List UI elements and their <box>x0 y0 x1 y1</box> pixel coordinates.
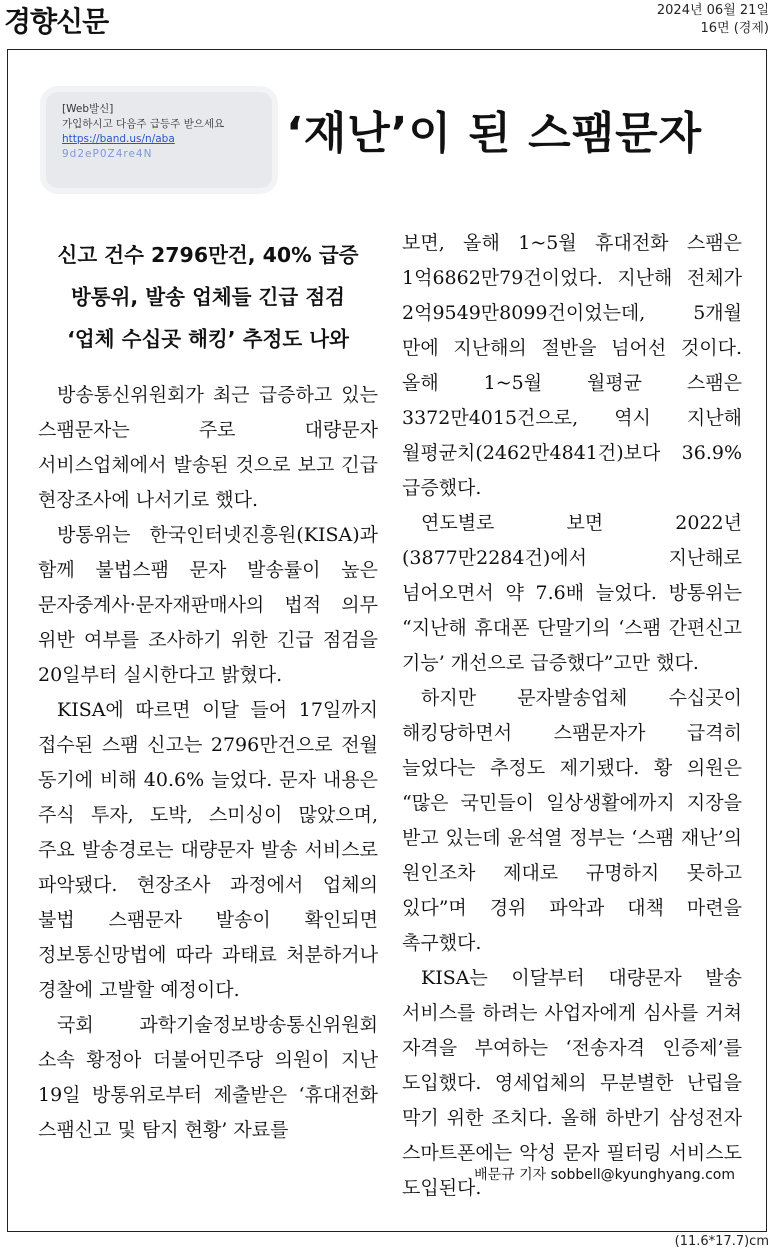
body-paragraph: 연도별로 보면 2022년(3877만2284건)에서 지난해로 넘어오면서 약 7.6배 늘었다. 방통위는 “지난해 휴대폰 단말기의 ‘스팸 간편신고 기능’ 개선으로 급증했다”고만 했다. <box>402 512 742 674</box>
article-column-right <box>402 226 742 1206</box>
subheadline: 방통위, 발송 업체들 긴급 점검 <box>71 285 345 309</box>
message-link: https://band.us/n/aba <box>62 133 175 145</box>
body-paragraph: 국회 과학기술정보방송통신위원회 소속 황정아 더불어민주당 의원이 지난 19일 방통위로부터 제출받은 ‘휴대전화 스팸신고 및 탐지 현황’ 자료를 <box>38 1014 378 1141</box>
subheadline: ‘업체 수십곳 해킹’ 추정도 나와 <box>67 327 349 351</box>
message-text: 가입하시고 다음주 급등주 받으세요 <box>62 118 225 130</box>
spam-message-image <box>46 92 272 188</box>
article-headline: ‘재난’이 된 스팸문자 <box>286 108 703 159</box>
message-tag: [Web발신] <box>62 103 114 115</box>
page-section: 16면 (경제) <box>700 21 769 36</box>
body-paragraph: KISA는 이달부터 대량문자 발송 서비스를 하려는 사업자에게 심사를 거쳐 자격을 부여하는 ‘전송자격 인증제’를 도입했다. 영세업체의 무분별한 난립을 막기 위한 조치다. 올해 하반기 삼성전자 스마트폰에는 악성 문자 필터링 서비스도 도입된다. <box>402 967 742 1199</box>
body-paragraph: 방통위는 한국인터넷진흥원(KISA)과 함께 불법스팸 문자 발송률이 높은 문자중계사·문자재판매사의 법적 의무 위반 여부를 조사하기 위한 긴급 점검을 20일부터 실시한다고 밝혔다. <box>38 524 378 686</box>
body-paragraph: 방송통신위원회가 최근 급증하고 있는 스팸문자는 주로 대량문자 서비스업체에서 발송된 것으로 보고 긴급 현장조사에 나서기로 했다. <box>38 384 378 511</box>
body-paragraph: 하지만 문자발송업체 수십곳이 해킹당하면서 스팸문자가 급격히 늘었다는 추정도 제기됐다. 황 의원은 “많은 국민들이 일상생활에까지 지장을 받고 있는데 윤석열 정부는 ‘스팸 재난’의 원인조차 제대로 규명하지 못하고 있다”며 경위 파악과 대책 마련을 촉구했다. <box>402 687 742 954</box>
reporter-byline: 배문규 기자 sobbell@kyunghyang.com <box>474 1167 735 1183</box>
body-paragraph: 보면, 올해 1~5월 휴대전화 스팸은 1억6862만79건이었다. 지난해 전체가 2억9549만8099건이었는데, 5개월 만에 지난해의 절반을 넘어선 것이다. 올해 1~5월 월평균 스팸은 3372만4015건으로, 역시 지난해 월평균치(2462만4841건)보다 36.9% 급증했다. <box>402 232 742 499</box>
message-code: 9d2eP0Z4re4N <box>62 148 153 160</box>
publication-meta <box>657 2 769 38</box>
body-paragraph: KISA에 따르면 이달 들어 17일까지 접수된 스팸 신고는 2796만건으로 전월 동기에 비해 40.6% 늘었다. 문자 내용은 주식 투자, 도박, 스미싱이 많았으며, 주요 발송경로는 대량문자 발송 서비스로 파악됐다. 현장조사 과정에서 업체의 불법 스팸문자 발송이 확인되면 정보통신망법에 따라 과태료 처분하거나 경찰에 고발할 예정이다. <box>38 699 378 1001</box>
publication-date: 2024년 06월 21일 <box>656 3 769 18</box>
article-column-left <box>38 226 378 1148</box>
clipping-size: (11.6*17.7)cm <box>674 1234 769 1249</box>
newspaper-masthead: 경향신문 <box>4 5 109 38</box>
subheadline: 신고 건수 2796만건, 40% 급증 <box>57 243 359 267</box>
subheadline-block <box>38 234 378 360</box>
